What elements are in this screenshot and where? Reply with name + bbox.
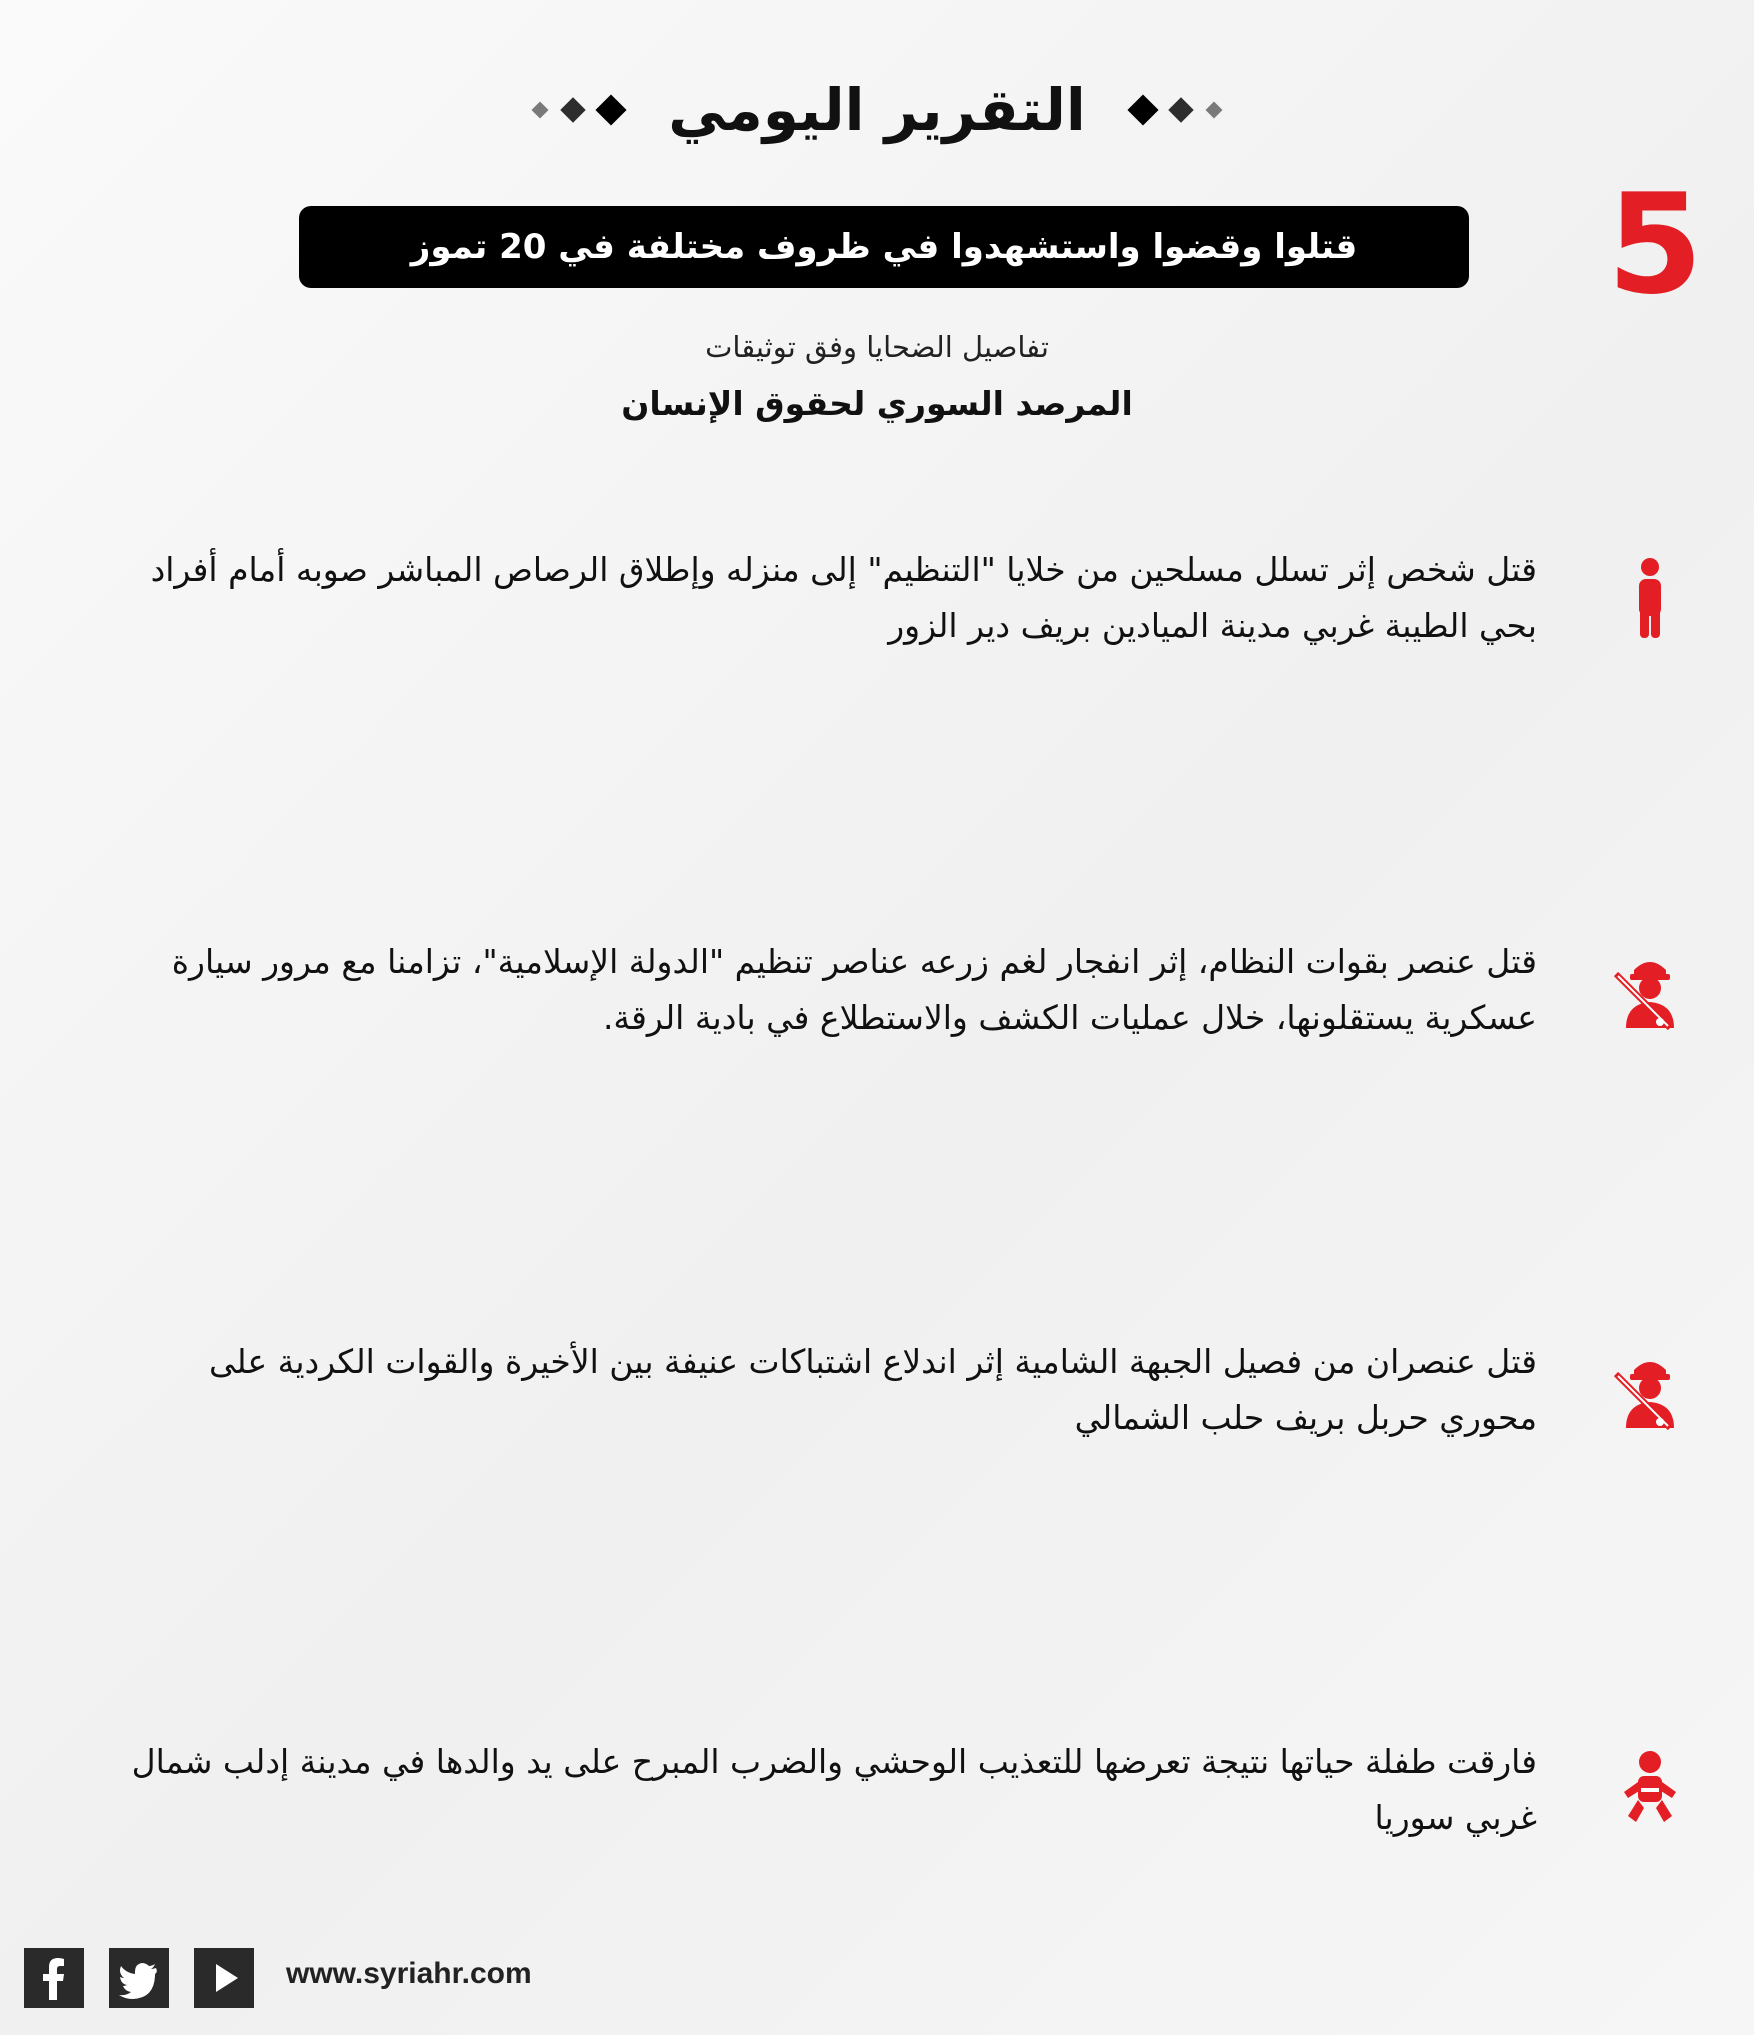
diamond-decoration-right	[1132, 99, 1220, 121]
facebook-icon[interactable]	[24, 1948, 84, 2008]
report-title: التقرير اليومي	[668, 76, 1086, 144]
person-icon	[1612, 556, 1688, 640]
source-intro: تفاصيل الضحايا وفق توثيقات	[705, 330, 1049, 364]
victim-count: 5	[1606, 164, 1704, 325]
soldier-icon	[1612, 1352, 1688, 1436]
report-header	[0, 72, 1754, 148]
youtube-icon[interactable]	[194, 1948, 254, 2008]
banner-text: قتلوا وقضوا واستشهدوا في ظروف مختلفة في 20 تموز	[410, 227, 1358, 267]
source-name: المرصد السوري لحقوق الإنسان	[621, 384, 1133, 423]
twitter-icon[interactable]	[109, 1948, 169, 2008]
diamond-decoration-left	[534, 99, 622, 121]
soldier-icon	[1612, 952, 1688, 1036]
child-icon	[1612, 1748, 1688, 1832]
summary-banner	[299, 206, 1469, 288]
website-link[interactable]: www.syriahr.com	[286, 1957, 532, 1990]
entry-text-4: فارقت طفلة حياتها نتيجة تعرضها للتعذيب الوحشي والضرب المبرح على يد والدها في مدينة إدلب شمال غربي سوريا	[131, 1742, 1537, 1837]
entry-text-3: قتل عنصران من فصيل الجبهة الشامية إثر اندلاع اشتباكات عنيفة بين الأخيرة والقوات الكردية على محوري حربل بريف حلب الشمالي	[209, 1342, 1537, 1437]
entry-text-1: قتل شخص إثر تسلل مسلحين من خلايا "التنظيم" إلى منزله وإطلاق الرصاص المباشر صوبه أمام أفراد بحي الطيبة غربي مدينة الميادين بريف دير الزور	[150, 550, 1537, 645]
entry-text-2: قتل عنصر بقوات النظام، إثر انفجار لغم زرعه عناصر تنظيم "الدولة الإسلامية"، تزامنا مع مرور سيارة عسكرية يستقلونها، خلال عمليات الكشف والاستطلاع في بادية الرقة.	[171, 942, 1537, 1037]
